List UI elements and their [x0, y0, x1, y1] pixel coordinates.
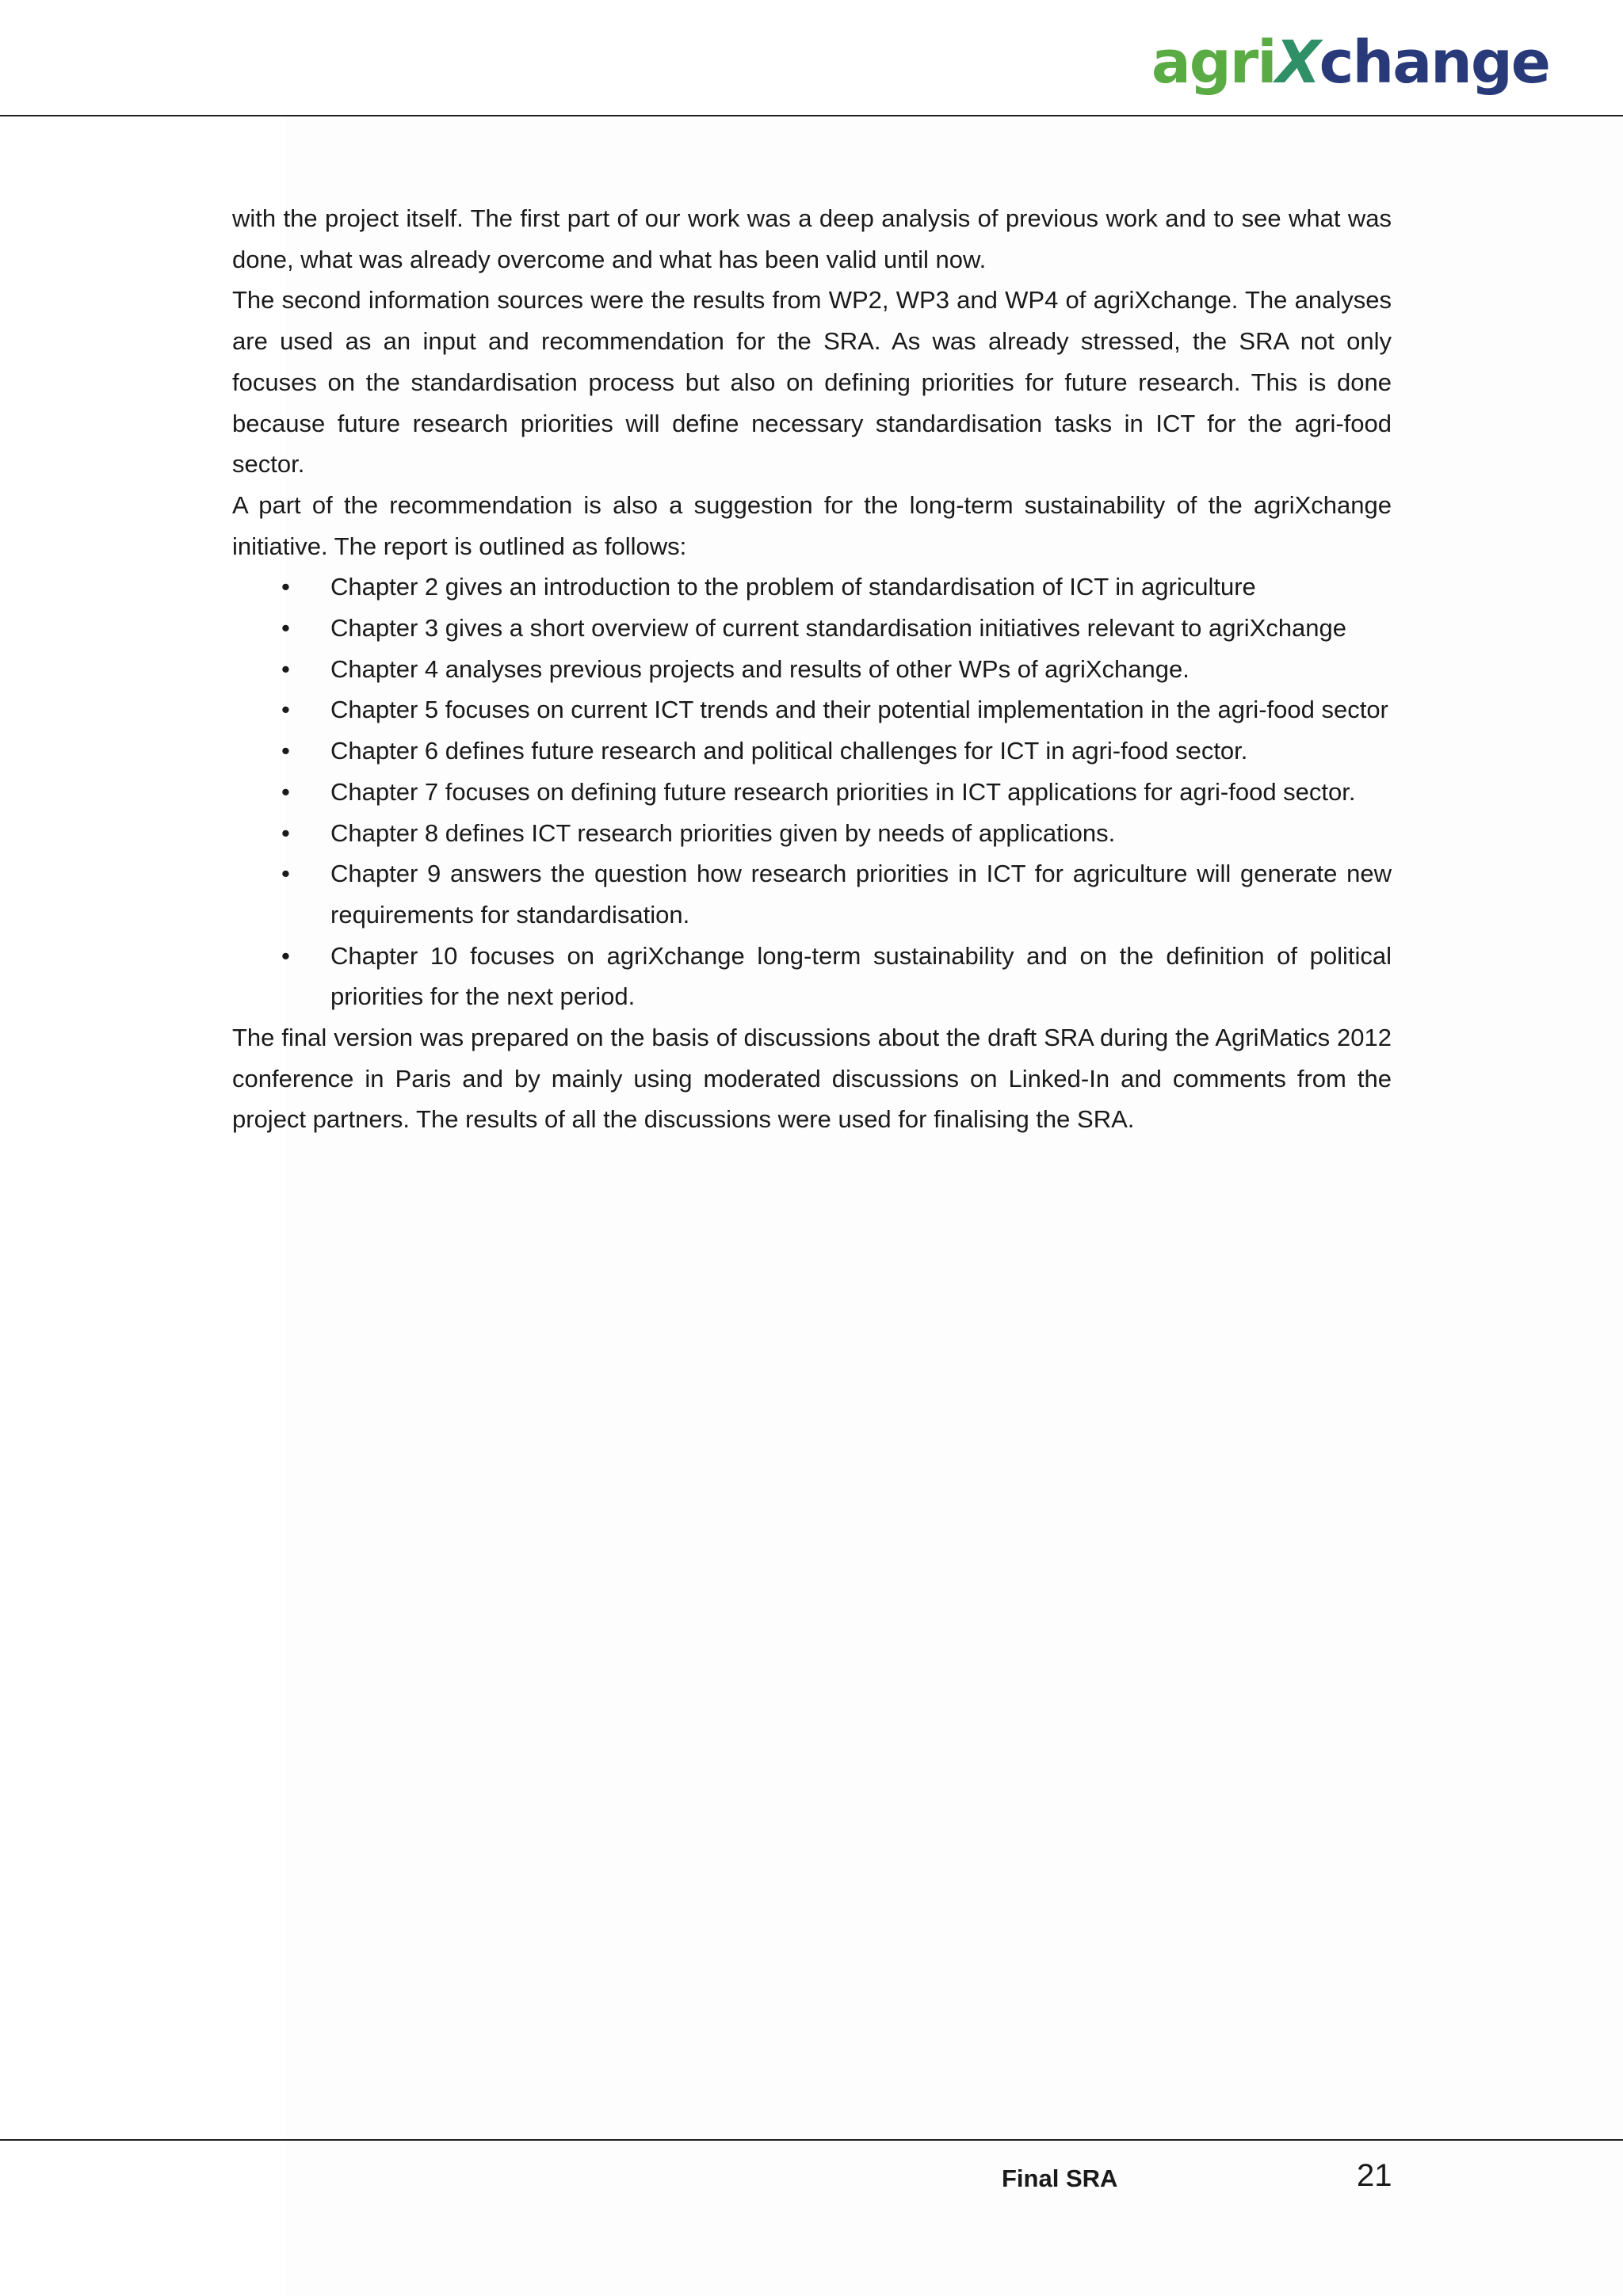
page-number: 21 — [1357, 2158, 1392, 2193]
list-item-text: Chapter 8 defines ICT research priorities given by needs of applications. — [330, 818, 1116, 847]
agrixchange-logo — [1151, 29, 1549, 97]
list-item — [232, 689, 1392, 730]
bullet-icon: • — [281, 614, 290, 643]
list-item-text: Chapter 2 gives an introduction to the problem of standardisation of ICT in agriculture — [330, 573, 1256, 601]
list-item — [232, 566, 1392, 608]
bullet-icon: • — [281, 860, 290, 888]
list-item-text: Chapter 6 defines future research and political challenges for ICT in agri-food sector. — [330, 737, 1248, 765]
document-body — [232, 198, 1392, 1140]
logo-agri-text: agri — [1151, 29, 1276, 97]
chapter-outline-list — [232, 566, 1392, 1017]
list-item — [232, 772, 1392, 813]
list-item — [232, 813, 1392, 854]
list-item-text: Chapter 10 focuses on agriXchange long-term sustainability and on the definition of political priorities for the next period. — [330, 941, 1392, 1011]
paragraph-information-sources: The second information sources were the results from WP2, WP3 and WP4 of agriXchange. The analyses are used as an input and recommendation for the SRA. As was already stressed, the SRA not only focuses on the standardisation process but also on defining priorities for future research. This is done because future research priorities will define necessary standardisation tasks in ICT for the agri-food sector. — [232, 286, 1392, 479]
footer-document-title: Final SRA — [1002, 2164, 1118, 2192]
list-item-text: Chapter 7 focuses on defining future research priorities in ICT applications for agri-food sector. — [330, 777, 1356, 806]
bullet-icon: • — [281, 573, 290, 601]
bullet-icon: • — [281, 941, 290, 970]
list-item — [232, 853, 1392, 935]
paragraph-intro-continued: with the project itself. The first part of our work was a deep analysis of previous work and to see what was done, what was already overcome and what has been valid until now. — [232, 204, 1392, 273]
list-item — [232, 608, 1392, 649]
list-item-text: Chapter 5 focuses on current ICT trends and their potential implementation in the agri-food sector — [330, 696, 1388, 724]
header-divider — [0, 115, 1623, 116]
list-item-text: Chapter 3 gives a short overview of current standardisation initiatives relevant to agriXchange — [330, 614, 1347, 643]
logo-change-text: change — [1319, 29, 1549, 97]
list-item — [232, 936, 1392, 1017]
paragraph-final-version: The final version was prepared on the basis of discussions about the draft SRA during the AgriMatics 2012 conference in Paris and by mainly using moderated discussions on Linked-In and comments from the project partners. The results of all the discussions were used for finalising the SRA. — [232, 1024, 1392, 1134]
list-item-text: Chapter 9 answers the question how research priorities in ICT for agriculture will generate new requirements for standardisation. — [330, 860, 1392, 929]
list-item-text: Chapter 4 analyses previous projects and results of other WPs of agriXchange. — [330, 654, 1190, 683]
bullet-icon: • — [281, 696, 290, 724]
bullet-icon: • — [281, 654, 290, 683]
footer-divider — [0, 2139, 1623, 2141]
bullet-icon: • — [281, 818, 290, 847]
logo-x-mark: X — [1275, 29, 1319, 97]
list-item — [232, 649, 1392, 690]
bullet-icon: • — [281, 777, 290, 806]
paragraph-report-outline: A part of the recommendation is also a suggestion for the long-term sustainability of the agriXchange initiative. The report is outlined as follows: — [232, 490, 1392, 560]
list-item — [232, 730, 1392, 772]
bullet-icon: • — [281, 737, 290, 765]
